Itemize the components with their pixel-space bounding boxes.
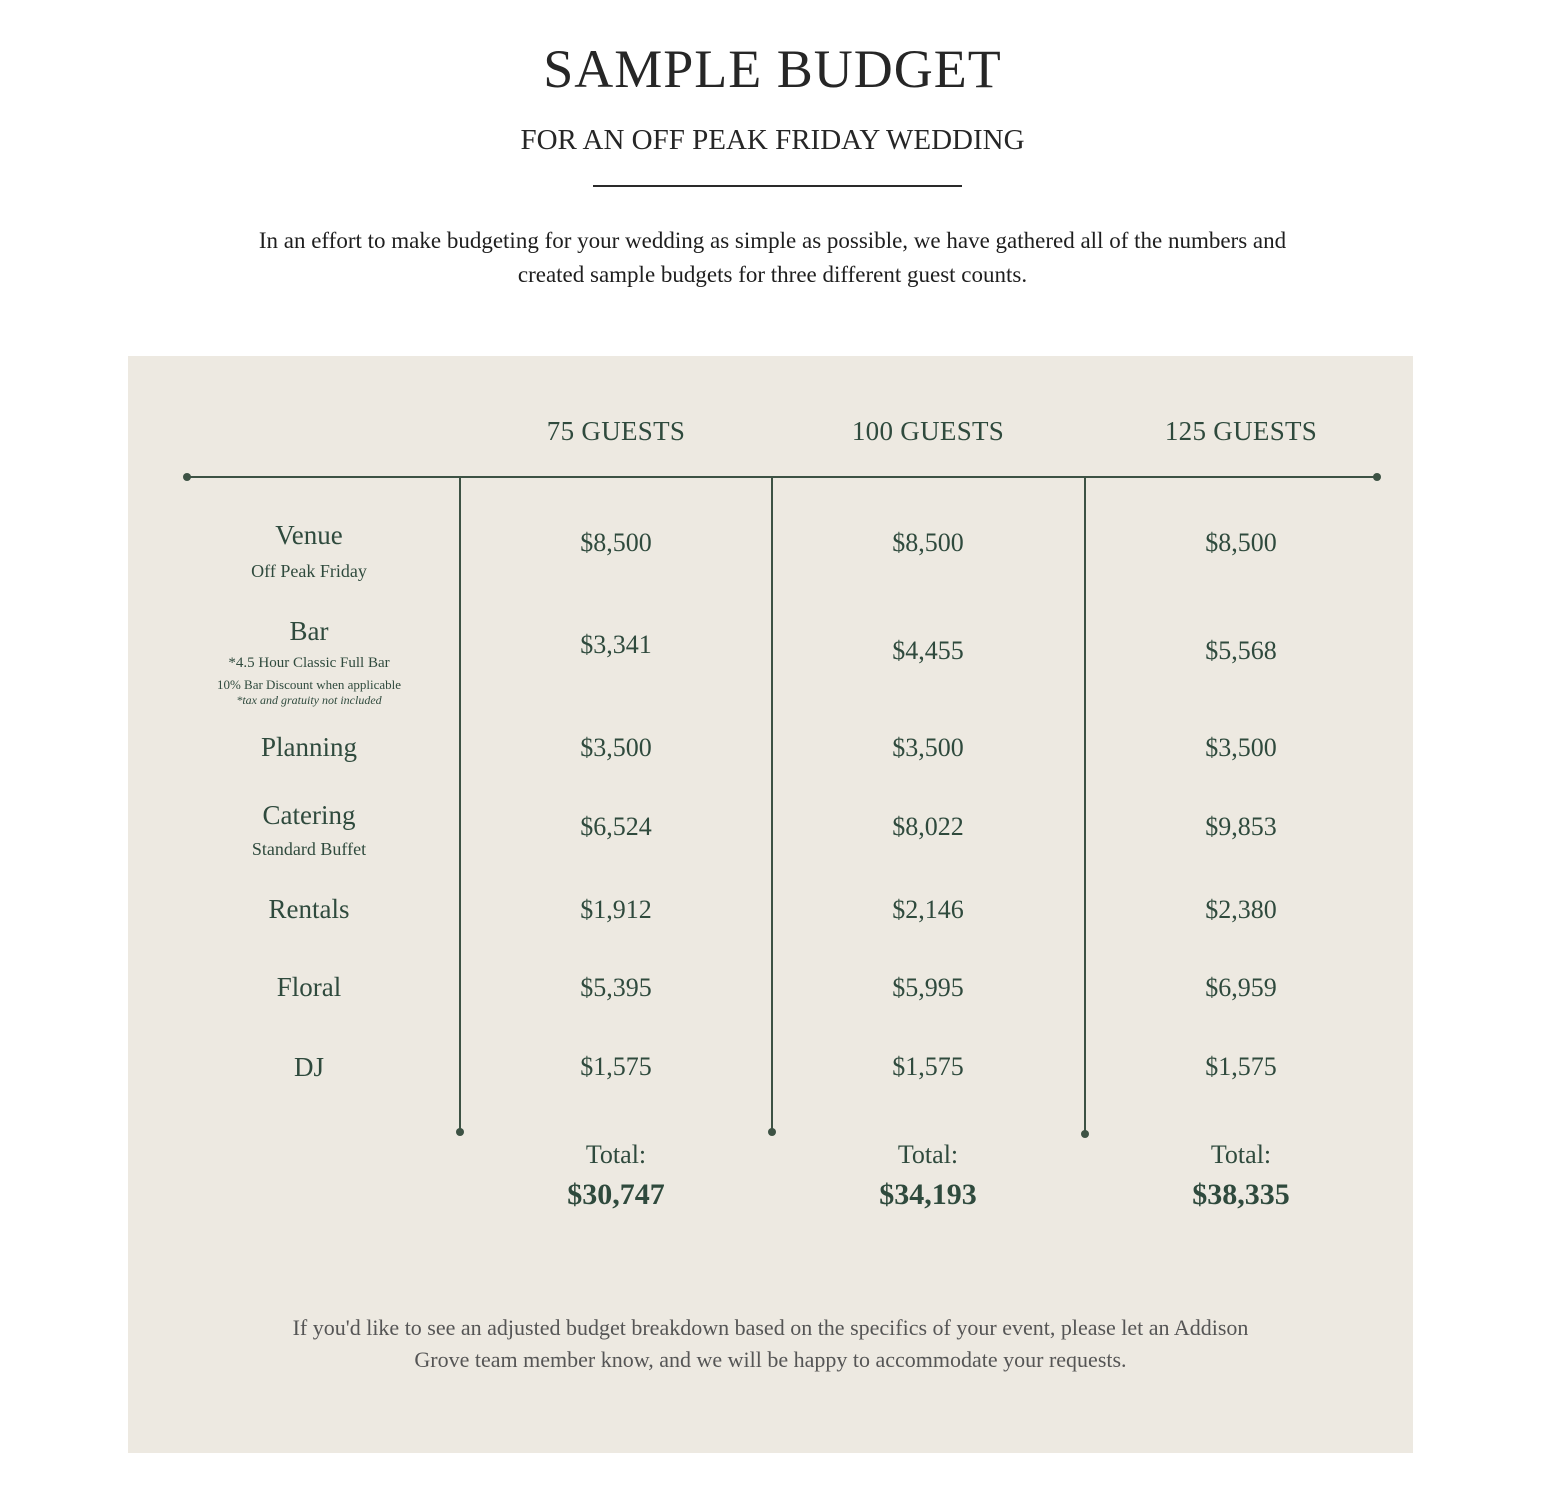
cell-planning-125: $3,500 — [1205, 733, 1277, 762]
cell-floral-75: $5,395 — [580, 973, 652, 1002]
cell-bar-100: $4,455 — [892, 636, 964, 665]
cell-rentals-75: $1,912 — [580, 895, 652, 924]
column-header-75: 75 GUESTS — [546, 416, 686, 446]
footer-note: If you'd like to see an adjusted budget breakdown based on the specifics of your event, please let an Addison Grove team member know, and we will be happy to accommodate your requests. — [292, 1315, 1249, 1372]
cell-venue-75: $8,500 — [580, 528, 652, 557]
cell-venue-125: $8,500 — [1205, 528, 1277, 557]
row-label-planning — [174, 730, 444, 764]
cell-rentals-125: $2,380 — [1205, 895, 1277, 924]
total-value-100: $34,193 — [879, 1178, 977, 1211]
row-label-main: Catering — [262, 800, 356, 830]
row-label-sub: *4.5 Hour Classic Full Bar — [228, 655, 390, 671]
row-label-main: Venue — [275, 520, 343, 550]
column-header-100: 100 GUESTS — [851, 416, 1005, 446]
column-divider-2 — [771, 476, 773, 1132]
cell-catering-75: $6,524 — [580, 812, 652, 841]
title-divider — [593, 185, 962, 187]
cell-catering-100: $8,022 — [892, 812, 964, 841]
cell-planning-100: $3,500 — [892, 733, 964, 762]
budget-panel — [128, 356, 1413, 1453]
cell-venue-100: $8,500 — [892, 528, 964, 557]
column-divider-2-dot — [768, 1128, 776, 1136]
cell-catering-125: $9,853 — [1205, 812, 1277, 841]
cell-bar-75: $3,341 — [580, 630, 652, 659]
column-divider-1-dot — [456, 1128, 464, 1136]
header-rule-dot-left — [183, 473, 191, 481]
column-divider-1 — [459, 476, 461, 1132]
page-subtitle: FOR AN OFF PEAK FRIDAY WEDDING — [520, 124, 1025, 156]
row-label-dj — [174, 1050, 444, 1084]
row-label-sub: Standard Buffet — [251, 839, 367, 859]
row-label-main: Planning — [260, 732, 357, 762]
total-value-75: $30,747 — [567, 1178, 665, 1211]
cell-dj-100: $1,575 — [892, 1052, 964, 1081]
row-label-main: DJ — [293, 1052, 324, 1082]
row-label-floral — [174, 970, 444, 1004]
cell-dj-75: $1,575 — [580, 1052, 652, 1081]
total-value-125: $38,335 — [1192, 1178, 1290, 1211]
column-divider-3-dot — [1081, 1130, 1089, 1138]
total-label-100: Total: — [897, 1140, 959, 1169]
header-rule — [186, 476, 1378, 478]
row-label-sub: Off Peak Friday — [251, 561, 367, 581]
column-divider-3 — [1084, 476, 1086, 1134]
intro-text: In an effort to make budgeting for your wedding as simple as possible, we have gathered all of the numbers and created sample budgets for three different guest counts. — [258, 228, 1287, 287]
cell-rentals-100: $2,146 — [892, 895, 964, 924]
row-label-note: 10% Bar Discount when applicable — [216, 677, 402, 692]
cell-floral-100: $5,995 — [892, 973, 964, 1002]
cell-bar-125: $5,568 — [1205, 636, 1277, 665]
cell-dj-125: $1,575 — [1205, 1052, 1277, 1081]
cell-floral-125: $6,959 — [1205, 973, 1277, 1002]
cell-planning-75: $3,500 — [580, 733, 652, 762]
row-label-rentals — [174, 892, 444, 926]
total-label-125: Total: — [1210, 1140, 1272, 1169]
row-label-bar — [174, 614, 444, 707]
page-title: SAMPLE BUDGET — [543, 39, 1002, 99]
row-label-catering — [174, 798, 444, 862]
row-label-main: Rentals — [268, 894, 350, 924]
row-label-main: Bar — [289, 616, 329, 646]
row-label-venue — [174, 518, 444, 584]
header-rule-dot-right — [1373, 473, 1381, 481]
row-label-note-italic: *tax and gratuity not included — [236, 693, 382, 707]
row-label-main: Floral — [276, 972, 342, 1002]
total-label-75: Total: — [585, 1140, 647, 1169]
column-header-125: 125 GUESTS — [1164, 416, 1318, 446]
